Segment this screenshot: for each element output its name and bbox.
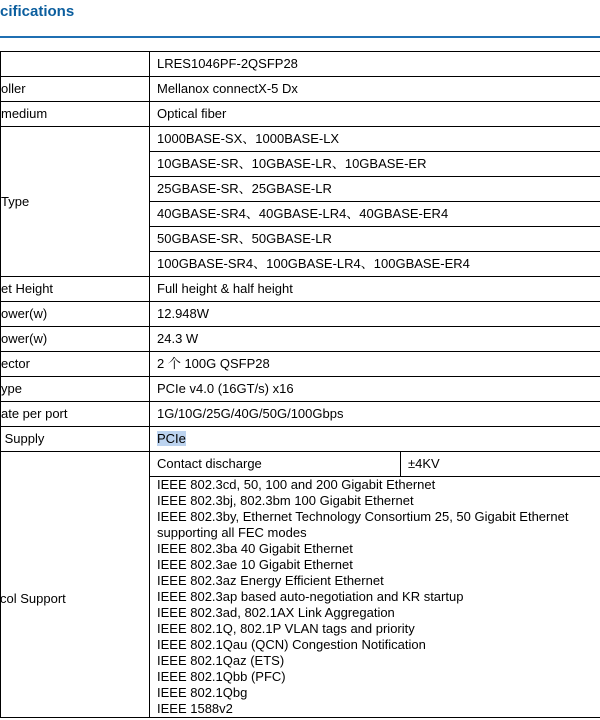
protocol-list (150, 477, 600, 718)
spec-label: ype (1, 377, 150, 402)
spec-row-power-supply (1, 427, 600, 452)
spec-rating: ±4KV (401, 452, 600, 477)
spec-value: 10GBASE-SR、10GBASE-LR、10GBASE-ER (150, 152, 600, 177)
spec-label: ower(w) (1, 302, 150, 327)
spec-value: 1000BASE-SX、1000BASE-LX (150, 127, 600, 152)
spec-value: 24.3 W (150, 327, 600, 352)
spec-label: medium (1, 102, 150, 127)
spec-value: Contact discharge (150, 452, 401, 477)
spec-label (1, 452, 150, 718)
section-title: cifications (0, 3, 75, 20)
spec-value: PCIe v4.0 (16GT/s) x16 (150, 377, 600, 402)
spec-row-rate (1, 402, 600, 427)
protocol-item: IEEE 802.3by, Ethernet Technology Consortium 25, 50 Gigabit Ethernet (157, 509, 569, 524)
protocol-item: IEEE 802.3ap based auto-negotiation and KR startup (157, 589, 464, 604)
protocol-item: IEEE 802.1Qbb (PFC) (157, 669, 286, 684)
spec-value: Mellanox connectX-5 Dx (150, 77, 600, 102)
protocol-item: IEEE 1588v2 (157, 701, 233, 716)
protocol-label: col Support (0, 591, 66, 606)
protocol-item: IEEE 802.3ba 40 Gigabit Ethernet (157, 541, 353, 556)
spec-row-typ-power (1, 302, 600, 327)
spec-row-bus-type (1, 377, 600, 402)
spec-label: et Height (1, 277, 150, 302)
protocol-item: IEEE 802.3ae 10 Gigabit Ethernet (157, 557, 353, 572)
spec-row-medium (1, 102, 600, 127)
spec-value: LRES1046PF-2QSFP28 (150, 52, 600, 77)
protocol-item: IEEE 802.3az Energy Efficient Ethernet (157, 573, 384, 588)
selected-text[interactable]: PCIe (157, 431, 186, 446)
protocol-item: IEEE 802.1Qau (QCN) Congestion Notification (157, 637, 426, 652)
spec-value: 12.948W (150, 302, 600, 327)
spec-value: Optical fiber (150, 102, 600, 127)
protocol-item: IEEE 802.3ad, 802.1AX Link Aggregation (157, 605, 395, 620)
spec-label: oller (1, 77, 150, 102)
spec-label: ate per port (1, 402, 150, 427)
protocol-item: IEEE 802.3cd, 50, 100 and 200 Gigabit Ethernet (157, 477, 436, 492)
spec-label: Supply (1, 427, 150, 452)
protocol-item: IEEE 802.3bj, 802.3bm 100 Gigabit Ethernet (157, 493, 414, 508)
spec-value: 50GBASE-SR、50GBASE-LR (150, 227, 600, 252)
spec-value: 2 个 100G QSFP28 (150, 352, 600, 377)
spec-row-max-power (1, 327, 600, 352)
spec-value: 25GBASE-SR、25GBASE-LR (150, 177, 600, 202)
spec-value (150, 427, 600, 452)
spec-label: Type (1, 127, 150, 277)
spec-row-controller (1, 77, 600, 102)
spec-value: Full height & half height (150, 277, 600, 302)
protocol-item: IEEE 802.1Q, 802.1P VLAN tags and priority (157, 621, 415, 636)
spec-label: ower(w) (1, 327, 150, 352)
spec-row-type (1, 127, 600, 152)
spec-row-bracket (1, 277, 600, 302)
title-divider (0, 36, 600, 38)
protocol-item: supporting all FEC modes (157, 525, 307, 540)
spec-label (1, 52, 150, 77)
spec-value: 40GBASE-SR4、40GBASE-LR4、40GBASE-ER4 (150, 202, 600, 227)
spec-row-model (1, 52, 600, 77)
spec-row-esd (1, 452, 600, 477)
spec-label: ector (1, 352, 150, 377)
spec-value: 1G/10G/25G/40G/50G/100Gbps (150, 402, 600, 427)
protocol-item: IEEE 802.1Qaz (ETS) (157, 653, 285, 668)
spec-table (0, 51, 600, 718)
protocol-item: IEEE 802.1Qbg (157, 685, 248, 700)
spec-value: 100GBASE-SR4、100GBASE-LR4、100GBASE-ER4 (150, 252, 600, 277)
spec-row-connector (1, 352, 600, 377)
